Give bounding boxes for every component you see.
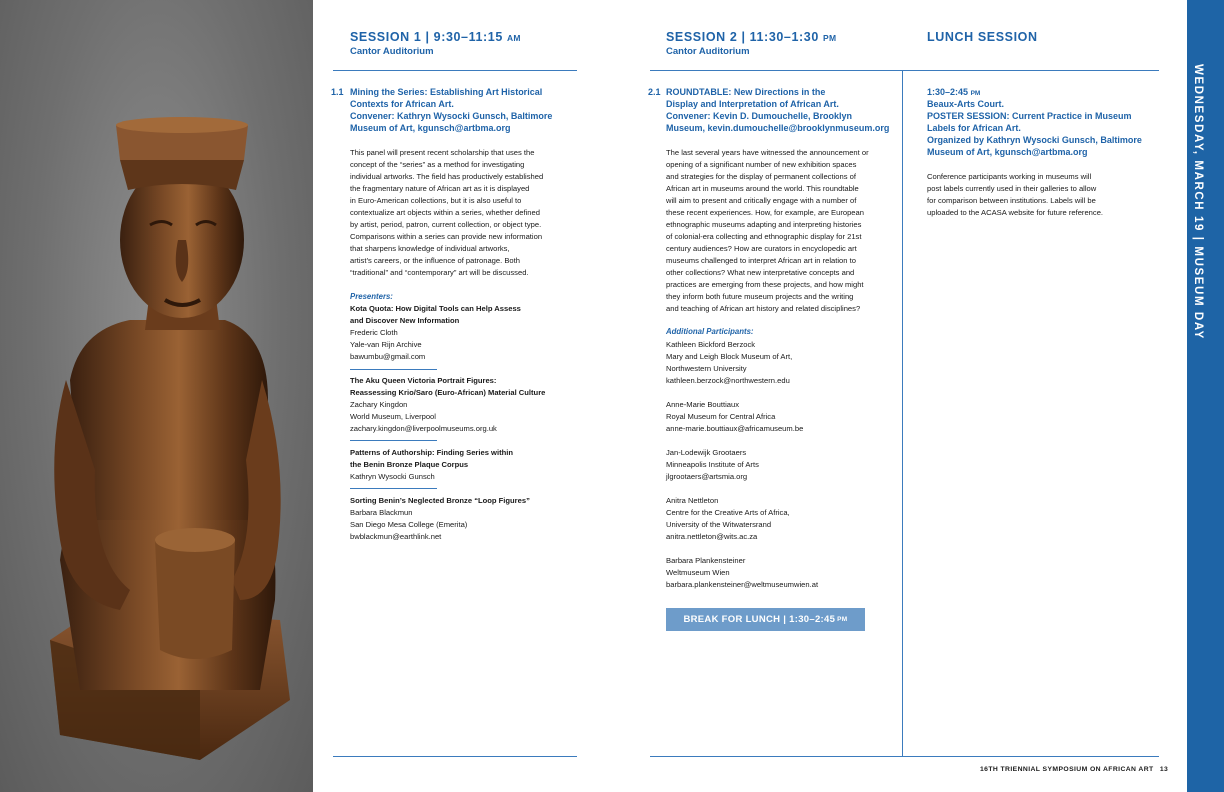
title-line: Beaux-Arts Court.	[927, 99, 1005, 109]
session1-bottom-rule	[333, 756, 577, 757]
title-line: Museum, kevin.dumouchelle@brooklynmuseum.org	[666, 123, 890, 133]
body-line: museums challenged to interpret African art in relation to	[666, 256, 856, 265]
body-line: and teaching of African art history and related disciplines?	[666, 304, 861, 313]
participant-name: Jan-Lodewijk Grootaers	[666, 448, 747, 457]
session1-item-title	[350, 86, 590, 134]
participant-name: Kathleen Bickford Berzock	[666, 340, 756, 349]
body-line: This panel will present recent scholarship that uses the	[350, 148, 535, 157]
presenter-title: the Benin Bronze Plaque Corpus	[350, 460, 469, 469]
participant-email[interactable]: jlgrootaers@artsmia.org	[666, 472, 748, 481]
session2-ampm: PM	[822, 33, 837, 43]
participant-block	[666, 447, 902, 483]
participant-block	[666, 495, 902, 543]
participant-name: Anne-Marie Bouttiaux	[666, 400, 740, 409]
title-line: Mining the Series: Establishing Art Historical	[350, 87, 543, 97]
body-line: contextualize art objects within a series, whether defined	[350, 208, 540, 217]
presenters-label: Presenters:	[350, 292, 393, 301]
presenter-email[interactable]: zachary.kingdon@liverpoolmuseums.org.uk	[350, 424, 497, 433]
presenter-divider	[350, 369, 437, 370]
session2-heading	[666, 30, 836, 44]
break-ampm: PM	[837, 616, 848, 623]
body-line: individual artworks. The field has productively established	[350, 172, 544, 181]
presenter-affiliation: World Museum, Liverpool	[350, 412, 436, 421]
presenter-affiliation: Yale-van Rijn Archive	[350, 340, 422, 349]
body-line: African art in museums around the world. This roundtable	[666, 184, 859, 193]
session2-rule	[650, 70, 1159, 71]
presenter-title: Sorting Benin’s Neglected Bronze “Loop Figures”	[350, 496, 530, 505]
presenter-title: Reassessing Krio/Saro (Euro-African) Material Culture	[350, 388, 546, 397]
participant-affiliation: Northwestern University	[666, 364, 747, 373]
break-label: BREAK FOR LUNCH | 1:30–2:45	[683, 614, 836, 625]
body-line: that sharpens knowledge of individual artworks,	[350, 244, 510, 253]
body-line: ethnographic museums adapting and interpreting histories	[666, 220, 862, 229]
body-line: in Euro-American collections, but it is also useful to	[350, 196, 522, 205]
session1-rule	[333, 70, 577, 71]
session2-description	[666, 147, 902, 315]
session2-venue: Cantor Auditorium	[666, 46, 750, 57]
presenter-affiliation: San Diego Mesa College (Emerita)	[350, 520, 468, 529]
session1-heading	[350, 30, 521, 44]
session2-title: SESSION 2 | 11:30–1:30	[666, 30, 819, 44]
body-line: The last several years have witnessed the announcement or	[666, 148, 869, 157]
lunch-time-value: 1:30–2:45	[927, 87, 969, 97]
participants-label: Additional Participants:	[666, 327, 754, 336]
session1-description	[350, 147, 590, 279]
session1-ampm: AM	[506, 33, 521, 43]
side-band-label: WEDNESDAY, MARCH 19 | MUSEUM DAY	[1192, 64, 1204, 340]
presenter-name: Zachary Kingdon	[350, 400, 408, 409]
body-line: uploaded to the ACASA website for future reference.	[927, 208, 1104, 217]
page-number: 13	[1159, 766, 1169, 773]
body-line: and strategies for the display of permanent collections of	[666, 172, 856, 181]
body-line: post labels currently used in their galleries to allow	[927, 184, 1097, 193]
title-line: Organized by Kathryn Wysocki Gunsch, Baltimore	[927, 135, 1142, 145]
presenter-title: The Aku Queen Victoria Portrait Figures:	[350, 376, 497, 385]
body-line: artist’s careers, or the influence of patronage. Both	[350, 256, 520, 265]
participant-affiliation: Royal Museum for Central Africa	[666, 412, 776, 421]
participant-affiliation: University of the Witwatersrand	[666, 520, 772, 529]
title-line: Labels for African Art.	[927, 123, 1021, 133]
body-line: concept of the “series” as a method for investigating	[350, 160, 525, 169]
presenter-divider	[350, 440, 437, 441]
participant-affiliation: Weltmuseum Wien	[666, 568, 730, 577]
presenter-block	[350, 375, 590, 435]
body-line: Comparisons within a series can provide new information	[350, 232, 543, 241]
participant-block	[666, 399, 902, 435]
participant-affiliation: Centre for the Creative Arts of Africa,	[666, 508, 790, 517]
page-footer	[980, 766, 1168, 773]
presenter-name: Kathryn Wysocki Gunsch	[350, 472, 435, 481]
title-line: Convener: Kathryn Wysocki Gunsch, Baltimore	[350, 111, 553, 121]
participant-block	[666, 339, 902, 387]
session2-item-number: 2.1	[648, 87, 661, 97]
participant-affiliation: Mary and Leigh Block Museum of Art,	[666, 352, 793, 361]
presenter-name: Barbara Blackmun	[350, 508, 413, 517]
session1-item-number: 1.1	[331, 87, 344, 97]
participant-affiliation: Minneapolis Institute of Arts	[666, 460, 759, 469]
body-line: they inform both future museum projects and the writing	[666, 292, 854, 301]
presenter-title: Kota Quota: How Digital Tools can Help Assess	[350, 304, 521, 313]
participant-email[interactable]: kathleen.berzock@northwestern.edu	[666, 376, 790, 385]
lunch-time-ampm: PM	[970, 90, 981, 97]
seated-figure-image	[0, 0, 313, 792]
session2-bottom-rule	[650, 756, 1159, 757]
title-line: Convener: Kevin D. Dumouchelle, Brooklyn	[666, 111, 853, 121]
title-line: POSTER SESSION: Current Practice in Museum	[927, 111, 1132, 121]
participant-email[interactable]: anne-marie.bouttiaux@africamuseum.be	[666, 424, 804, 433]
artwork-photo	[0, 0, 313, 792]
footer-title: 16TH TRIENNIAL SYMPOSIUM ON AFRICAN ART	[980, 766, 1154, 773]
body-line: for comparison between institutions. Labels will be	[927, 196, 1096, 205]
participant-block	[666, 555, 902, 591]
presenter-title: Patterns of Authorship: Finding Series within	[350, 448, 513, 457]
presenter-email[interactable]: bawumbu@gmail.com	[350, 352, 426, 361]
body-line: opening of a significant number of new exhibition spaces	[666, 160, 857, 169]
body-line: by artist, period, patron, current collection, or object type.	[350, 220, 542, 229]
session1-title: SESSION 1 | 9:30–11:15	[350, 30, 503, 44]
title-line: Display and Interpretation of African Art.	[666, 99, 839, 109]
participant-name: Barbara Plankensteiner	[666, 556, 746, 565]
participant-name: Anitra Nettleton	[666, 496, 719, 505]
body-line: practices are emerging from these projects, and how might	[666, 280, 864, 289]
body-line: “traditional” and “contemporary” art will be discussed.	[350, 268, 529, 277]
break-for-lunch-banner	[666, 608, 865, 631]
column-divider	[902, 70, 903, 756]
body-line: the fragmentary nature of African art as it is displayed	[350, 184, 530, 193]
presenter-block	[350, 303, 590, 363]
body-line: century audiences? How are curators in encyclopedic art	[666, 244, 857, 253]
presenter-block	[350, 495, 590, 543]
body-line: these recent experiences. How, for example, are European	[666, 208, 864, 217]
body-line: other collections? What new interpretative concepts and	[666, 268, 855, 277]
body-line: Conference participants working in museums will	[927, 172, 1092, 181]
presenter-divider	[350, 488, 437, 489]
body-line: of colonial-era collecting and ethnographic display for 21st	[666, 232, 862, 241]
presenter-name: Frederic Cloth	[350, 328, 398, 337]
title-line: ROUNDTABLE: New Directions in the	[666, 87, 826, 97]
lunch-description	[927, 171, 1177, 219]
title-line: Museum of Art, kgunsch@artbma.org	[350, 123, 511, 133]
body-line: will aim to present and critically engage with a number of	[666, 196, 857, 205]
lunch-heading: LUNCH SESSION	[927, 30, 1038, 44]
presenter-block	[350, 447, 590, 483]
session1-venue: Cantor Auditorium	[350, 46, 434, 57]
participant-email[interactable]: anitra.nettleton@wits.ac.za	[666, 532, 758, 541]
presenter-title: and Discover New Information	[350, 316, 460, 325]
presenter-email[interactable]: bwblackmun@earthlink.net	[350, 532, 442, 541]
lunch-item-title	[927, 98, 1185, 158]
title-line: Museum of Art, kgunsch@artbma.org	[927, 147, 1088, 157]
session2-item-title	[666, 86, 902, 134]
title-line: Contexts for African Art.	[350, 99, 454, 109]
participant-email[interactable]: barbara.plankensteiner@weltmuseumwien.at	[666, 580, 819, 589]
